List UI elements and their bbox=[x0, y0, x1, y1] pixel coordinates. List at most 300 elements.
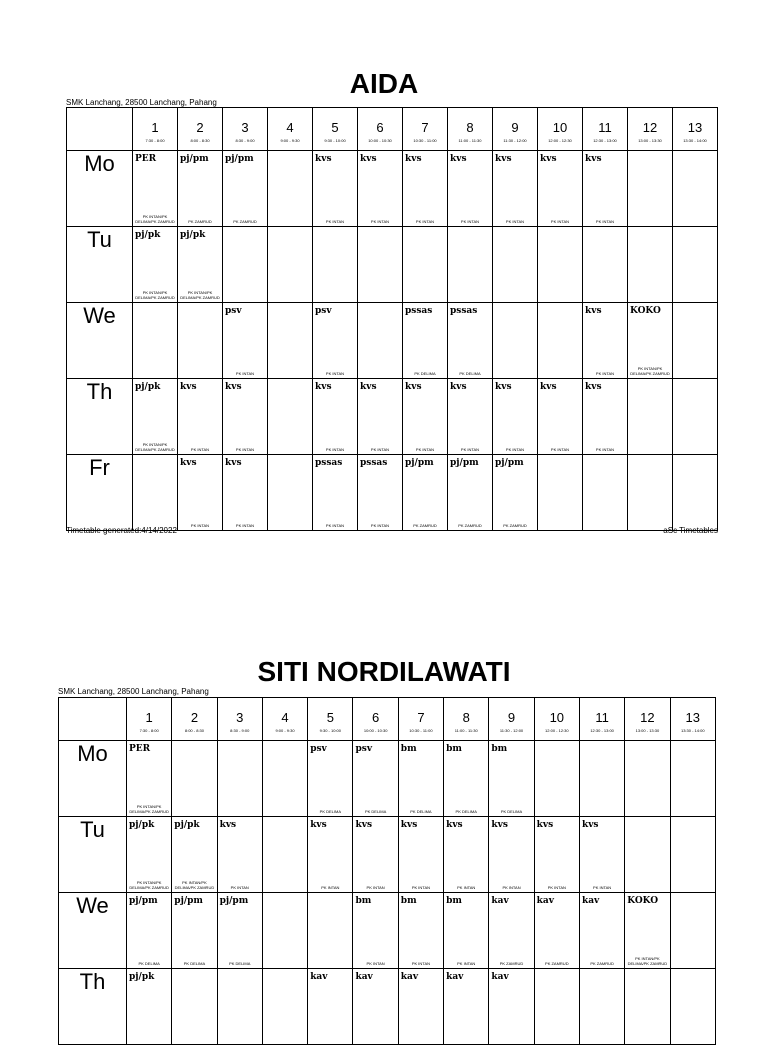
class-name: PK INTAN bbox=[550, 219, 570, 224]
class-name: PK DELIMA bbox=[410, 809, 432, 814]
timetable-grid bbox=[66, 107, 718, 531]
period-time: 11:30 - 12:00 bbox=[503, 138, 527, 143]
period-time: 8:30 - 9:00 bbox=[230, 728, 250, 733]
subject-code: kav bbox=[581, 896, 600, 906]
subject-code: kav bbox=[491, 896, 509, 906]
subject-code: kvs bbox=[495, 154, 512, 164]
period-time: 11:00 - 11:30 bbox=[458, 138, 482, 143]
day-row bbox=[59, 741, 716, 817]
lesson-cell bbox=[448, 151, 493, 227]
subject-code: kvs bbox=[180, 382, 197, 392]
subject-code: kav bbox=[536, 896, 554, 906]
lesson-cell bbox=[358, 455, 403, 531]
lesson-cell bbox=[398, 817, 443, 893]
subject-code: kvs bbox=[581, 820, 599, 830]
period-number: 1 bbox=[145, 710, 153, 725]
class-name: PK INTAN/PK DELIMA/PK ZAMRUD bbox=[129, 880, 169, 890]
subject-code: kvs bbox=[585, 154, 602, 164]
lesson-cell bbox=[223, 303, 268, 379]
lesson-cell bbox=[358, 379, 403, 455]
lesson-cell bbox=[673, 151, 718, 227]
class-name: PK INTAN bbox=[547, 885, 566, 890]
subject-code: pj/pk bbox=[135, 230, 161, 240]
class-name: PK INTAN/PK DELIMA/PK ZAMRUD bbox=[135, 214, 175, 224]
period-time: 10:30 - 11:00 bbox=[413, 138, 437, 143]
lesson-cell bbox=[178, 303, 223, 379]
day-label: Mo bbox=[67, 151, 133, 227]
subject-code: pssas bbox=[405, 306, 433, 316]
day-row bbox=[59, 817, 716, 893]
lesson-cell bbox=[172, 741, 217, 817]
subject-code: pj/pk bbox=[135, 382, 161, 392]
class-name: PK INTAN/PK DELIMA/PK ZAMRUD bbox=[174, 880, 215, 890]
subject-code: kvs bbox=[450, 382, 467, 392]
day-label: Mo bbox=[59, 741, 127, 817]
lesson-cell bbox=[268, 379, 313, 455]
lesson-cell bbox=[493, 379, 538, 455]
class-name: PK DELIMA bbox=[183, 961, 206, 966]
lesson-cell bbox=[628, 151, 673, 227]
class-name: PK INTAN bbox=[190, 447, 210, 452]
lesson-cell bbox=[489, 817, 534, 893]
class-name: PK DELIMA bbox=[414, 371, 436, 376]
lesson-cell bbox=[308, 893, 353, 969]
subject-code: pj/pk bbox=[129, 972, 155, 982]
subject-code: kvs bbox=[450, 154, 467, 164]
period-header bbox=[403, 108, 448, 151]
subject-code: bm bbox=[400, 744, 417, 754]
period-number: 10 bbox=[549, 710, 565, 725]
period-number: 13 bbox=[685, 710, 701, 725]
period-time: 11:30 - 12:00 bbox=[499, 728, 524, 733]
class-name: PK INTAN bbox=[415, 447, 435, 452]
lesson-cell bbox=[628, 455, 673, 531]
subject-code: kvs bbox=[360, 154, 377, 164]
period-time: 13:00 - 13:30 bbox=[635, 728, 660, 733]
period-header bbox=[673, 108, 718, 151]
subject-code: kvs bbox=[446, 820, 463, 830]
period-number: 10 bbox=[552, 120, 568, 135]
lesson-cell bbox=[358, 151, 403, 227]
period-number: 9 bbox=[511, 120, 519, 135]
school-address: SMK Lanchang, 28500 Lanchang, Pahang bbox=[66, 98, 217, 107]
subject-code: kvs bbox=[225, 382, 242, 392]
lesson-cell bbox=[448, 227, 493, 303]
period-time: 8:00 - 8:30 bbox=[190, 138, 210, 143]
lesson-cell bbox=[579, 817, 624, 893]
lesson-cell bbox=[353, 893, 398, 969]
lesson-cell bbox=[268, 455, 313, 531]
period-header bbox=[353, 698, 398, 741]
period-header bbox=[628, 108, 673, 151]
lesson-cell bbox=[217, 741, 262, 817]
period-time: 8:00 - 8:30 bbox=[184, 728, 204, 733]
lesson-cell bbox=[670, 741, 715, 817]
subject-code: psv bbox=[310, 744, 327, 754]
subject-code: psv bbox=[315, 306, 332, 316]
day-label: We bbox=[67, 303, 133, 379]
class-name: PK ZAMRUD bbox=[233, 219, 257, 224]
period-time: 11:00 - 11:30 bbox=[454, 728, 478, 733]
lesson-cell bbox=[217, 817, 262, 893]
class-name: PK INTAN/PK DELIMA/PK ZAMRUD bbox=[129, 804, 169, 814]
subject-code: pj/pm bbox=[405, 458, 434, 468]
period-header bbox=[268, 108, 313, 151]
lesson-cell bbox=[313, 151, 358, 227]
lesson-cell bbox=[579, 741, 624, 817]
lesson-cell bbox=[448, 455, 493, 531]
subject-code: kvs bbox=[355, 820, 373, 830]
period-number: 8 bbox=[462, 710, 470, 725]
period-header bbox=[670, 698, 715, 741]
subject-code: kvs bbox=[536, 820, 554, 830]
lesson-cell bbox=[489, 969, 534, 1045]
subject-code: bm bbox=[355, 896, 372, 906]
lesson-cell bbox=[223, 379, 268, 455]
lesson-cell bbox=[262, 817, 307, 893]
lesson-cell bbox=[178, 151, 223, 227]
period-header bbox=[313, 108, 358, 151]
lesson-cell bbox=[353, 817, 398, 893]
subject-code: PER bbox=[129, 744, 151, 754]
class-name: PK INTAN bbox=[370, 523, 390, 528]
subject-code: kvs bbox=[540, 154, 557, 164]
class-name: PK ZAMRUD bbox=[503, 523, 527, 528]
class-name: PK INTAN bbox=[595, 219, 615, 224]
lesson-cell bbox=[308, 817, 353, 893]
lesson-cell bbox=[172, 893, 217, 969]
subject-code: pj/pm bbox=[174, 896, 203, 906]
day-label: Tu bbox=[67, 227, 133, 303]
class-name: PK INTAN bbox=[502, 885, 521, 890]
lesson-cell bbox=[313, 303, 358, 379]
lesson-cell bbox=[398, 969, 443, 1045]
lesson-cell bbox=[579, 969, 624, 1045]
lesson-cell bbox=[358, 227, 403, 303]
subject-code: KOKO bbox=[627, 896, 659, 906]
period-number: 2 bbox=[190, 710, 199, 725]
subject-code: psv bbox=[225, 306, 242, 316]
day-row bbox=[67, 151, 718, 227]
lesson-cell bbox=[625, 969, 670, 1045]
subject-code: kvs bbox=[219, 820, 237, 830]
lesson-cell bbox=[583, 151, 628, 227]
period-number: 6 bbox=[376, 120, 384, 135]
class-name: PK INTAN bbox=[325, 523, 345, 528]
lesson-cell bbox=[670, 817, 715, 893]
subject-code: kvs bbox=[310, 820, 327, 830]
period-number: 5 bbox=[331, 120, 339, 135]
lesson-cell bbox=[625, 741, 670, 817]
lesson-cell bbox=[313, 227, 358, 303]
lesson-cell bbox=[268, 227, 313, 303]
period-number: 4 bbox=[286, 120, 294, 135]
period-header bbox=[493, 108, 538, 151]
class-name: PK INTAN bbox=[415, 219, 435, 224]
day-row bbox=[67, 227, 718, 303]
class-name: PK DELIMA bbox=[319, 809, 341, 814]
period-time: 13:30 - 14:00 bbox=[683, 138, 707, 143]
class-name: PK ZAMRUD bbox=[458, 523, 482, 528]
subject-code: PER bbox=[135, 154, 157, 164]
subject-code: pj/pm bbox=[180, 154, 209, 164]
class-name: PK INTAN bbox=[505, 447, 525, 452]
lesson-cell bbox=[673, 455, 718, 531]
brand-label: aSc Timetables bbox=[663, 526, 718, 535]
lesson-cell bbox=[534, 893, 579, 969]
class-name: PK DELIMA bbox=[364, 809, 387, 814]
lesson-cell bbox=[444, 969, 489, 1045]
lesson-cell bbox=[178, 379, 223, 455]
period-header bbox=[489, 698, 534, 741]
lesson-cell bbox=[534, 741, 579, 817]
class-name: PK DELIMA bbox=[229, 961, 251, 966]
lesson-cell bbox=[493, 151, 538, 227]
period-header bbox=[583, 108, 628, 151]
generated-date: Timetable generated:4/14/2022 bbox=[66, 526, 177, 535]
timetable-title: AIDA bbox=[349, 68, 419, 99]
day-row bbox=[59, 893, 716, 969]
lesson-cell bbox=[268, 151, 313, 227]
period-time: 12:00 - 12:30 bbox=[548, 138, 572, 143]
lesson-cell bbox=[670, 969, 715, 1045]
lesson-cell bbox=[223, 455, 268, 531]
lesson-cell bbox=[178, 455, 223, 531]
subject-code: bm bbox=[446, 896, 462, 906]
lesson-cell bbox=[313, 379, 358, 455]
class-name: PK INTAN bbox=[411, 885, 430, 890]
period-number: 12 bbox=[640, 710, 655, 725]
lesson-cell bbox=[493, 227, 538, 303]
class-name: PK INTAN/PK DELIMA/PK ZAMRUD bbox=[627, 956, 668, 966]
class-name: PK INTAN bbox=[370, 219, 390, 224]
class-name: PK INTAN bbox=[370, 447, 390, 452]
subject-code: kvs bbox=[360, 382, 377, 392]
class-name: PK INTAN bbox=[595, 371, 615, 376]
lesson-cell bbox=[583, 379, 628, 455]
lesson-cell bbox=[583, 455, 628, 531]
lesson-cell bbox=[172, 817, 217, 893]
lesson-cell bbox=[538, 151, 583, 227]
period-number: 9 bbox=[507, 710, 516, 725]
lesson-cell bbox=[403, 151, 448, 227]
lesson-cell bbox=[625, 893, 670, 969]
class-name: PK INTAN bbox=[230, 885, 249, 890]
period-header bbox=[308, 698, 353, 741]
lesson-cell bbox=[628, 379, 673, 455]
lesson-cell bbox=[534, 969, 579, 1045]
subject-code: pssas bbox=[450, 306, 478, 316]
day-row bbox=[67, 303, 718, 379]
lesson-cell bbox=[217, 893, 262, 969]
lesson-cell bbox=[268, 303, 313, 379]
lesson-cell bbox=[583, 227, 628, 303]
lesson-cell bbox=[353, 741, 398, 817]
lesson-cell bbox=[403, 227, 448, 303]
period-header bbox=[127, 698, 172, 741]
class-name: PK INTAN/PK DELIMA/PK ZAMRUD bbox=[180, 290, 220, 300]
lesson-cell bbox=[493, 455, 538, 531]
class-name: PK ZAMRUD bbox=[499, 961, 524, 966]
lesson-cell bbox=[625, 817, 670, 893]
period-number: 11 bbox=[595, 710, 609, 725]
lesson-cell bbox=[133, 379, 178, 455]
period-time: 9:00 - 9:30 bbox=[275, 728, 295, 733]
subject-code: kvs bbox=[491, 820, 508, 830]
lesson-cell bbox=[398, 741, 443, 817]
period-header bbox=[534, 698, 579, 741]
subject-code: kvs bbox=[540, 382, 557, 392]
period-time: 10:00 - 10:30 bbox=[363, 728, 388, 733]
timetable-title: SITI NORDILAWATI bbox=[257, 656, 511, 687]
class-name: PK INTAN bbox=[325, 219, 345, 224]
period-header bbox=[579, 698, 624, 741]
lesson-cell bbox=[493, 303, 538, 379]
subject-code: pj/pk bbox=[180, 230, 206, 240]
lesson-cell bbox=[313, 455, 358, 531]
lesson-cell bbox=[628, 227, 673, 303]
period-header bbox=[538, 108, 583, 151]
subject-code: pj/pm bbox=[495, 458, 524, 468]
class-name: PK INTAN bbox=[325, 371, 345, 376]
class-name: PK ZAMRUD bbox=[590, 961, 614, 966]
lesson-cell bbox=[403, 303, 448, 379]
class-name: PK INTAN bbox=[366, 961, 385, 966]
period-number: 1 bbox=[151, 120, 159, 135]
period-header bbox=[398, 698, 443, 741]
timetable-aida bbox=[0, 60, 768, 540]
period-number: 12 bbox=[642, 120, 658, 135]
subject-code: kvs bbox=[400, 820, 418, 830]
lesson-cell bbox=[133, 151, 178, 227]
period-header bbox=[625, 698, 670, 741]
corner-cell bbox=[67, 108, 133, 151]
lesson-cell bbox=[448, 303, 493, 379]
lesson-cell bbox=[127, 741, 172, 817]
lesson-cell bbox=[489, 893, 534, 969]
period-number: 8 bbox=[466, 120, 474, 135]
lesson-cell bbox=[127, 817, 172, 893]
lesson-cell bbox=[534, 817, 579, 893]
lesson-cell bbox=[133, 227, 178, 303]
lesson-cell bbox=[217, 969, 262, 1045]
subject-code: kvs bbox=[180, 458, 197, 468]
day-label: Fr bbox=[67, 455, 133, 531]
subject-code: kvs bbox=[315, 382, 332, 392]
day-label: Tu bbox=[59, 817, 127, 893]
class-name: PK DELIMA bbox=[455, 809, 477, 814]
timetable-grid bbox=[58, 697, 716, 1045]
period-number: 11 bbox=[598, 120, 612, 135]
class-name: PK INTAN bbox=[235, 447, 255, 452]
period-number: 2 bbox=[196, 120, 204, 135]
subject-code: kvs bbox=[495, 382, 512, 392]
lesson-cell bbox=[538, 455, 583, 531]
class-name: PK INTAN bbox=[457, 961, 476, 966]
period-number: 5 bbox=[326, 710, 334, 725]
day-row bbox=[67, 379, 718, 455]
day-label: Th bbox=[59, 969, 127, 1045]
class-name: PK INTAN/PK DELIMA/PK ZAMRUD bbox=[135, 290, 175, 300]
period-time: 10:00 - 10:30 bbox=[368, 138, 392, 143]
class-name: PK ZAMRUD bbox=[188, 219, 212, 224]
period-number: 13 bbox=[687, 120, 703, 135]
lesson-cell bbox=[127, 969, 172, 1045]
school-address: SMK Lanchang, 28500 Lanchang, Pahang bbox=[58, 687, 209, 696]
period-header bbox=[178, 108, 223, 151]
lesson-cell bbox=[262, 969, 307, 1045]
subject-code: pj/pm bbox=[225, 154, 254, 164]
day-label: We bbox=[59, 893, 127, 969]
lesson-cell bbox=[133, 455, 178, 531]
subject-code: kvs bbox=[405, 382, 422, 392]
period-header bbox=[223, 108, 268, 151]
class-name: PK INTAN bbox=[457, 885, 476, 890]
class-name: PK INTAN bbox=[321, 885, 340, 890]
lesson-cell bbox=[127, 893, 172, 969]
class-name: PK INTAN/PK DELIMA/PK ZAMRUD bbox=[630, 366, 670, 376]
subject-code: psv bbox=[355, 744, 373, 754]
lesson-cell bbox=[308, 969, 353, 1045]
class-name: PK INTAN bbox=[595, 447, 615, 452]
subject-code: kav bbox=[491, 972, 509, 982]
period-time: 12:30 - 13:00 bbox=[593, 138, 617, 143]
subject-code: kav bbox=[400, 972, 419, 982]
lesson-cell bbox=[489, 741, 534, 817]
period-header bbox=[172, 698, 217, 741]
lesson-cell bbox=[403, 379, 448, 455]
lesson-cell bbox=[448, 379, 493, 455]
period-header bbox=[133, 108, 178, 151]
subject-code: bm bbox=[491, 744, 508, 754]
lesson-cell bbox=[223, 151, 268, 227]
lesson-cell bbox=[673, 303, 718, 379]
class-name: PK INTAN bbox=[550, 447, 570, 452]
subject-code: pj/pk bbox=[129, 820, 155, 830]
class-name: PK INTAN bbox=[235, 523, 255, 528]
period-header bbox=[358, 108, 403, 151]
lesson-cell bbox=[583, 303, 628, 379]
lesson-cell bbox=[673, 227, 718, 303]
class-name: PK INTAN bbox=[235, 371, 255, 376]
period-header bbox=[262, 698, 307, 741]
subject-code: kav bbox=[446, 972, 464, 982]
subject-code: pj/pm bbox=[219, 896, 249, 906]
lesson-cell bbox=[670, 893, 715, 969]
lesson-cell bbox=[403, 455, 448, 531]
period-number: 3 bbox=[236, 710, 244, 725]
lesson-cell bbox=[133, 303, 178, 379]
lesson-cell bbox=[579, 893, 624, 969]
period-time: 12:00 - 12:30 bbox=[545, 728, 569, 733]
lesson-cell bbox=[538, 303, 583, 379]
class-name: PK INTAN bbox=[460, 447, 480, 452]
class-name: PK INTAN bbox=[593, 885, 612, 890]
period-time: 9:30 - 10:00 bbox=[324, 138, 346, 143]
lesson-cell bbox=[262, 893, 307, 969]
class-name: PK INTAN bbox=[460, 219, 480, 224]
lesson-cell bbox=[628, 303, 673, 379]
lesson-cell bbox=[444, 817, 489, 893]
period-time: 13:00 - 13:30 bbox=[638, 138, 662, 143]
class-name: PK ZAMRUD bbox=[545, 961, 569, 966]
period-number: 3 bbox=[241, 120, 249, 135]
period-time: 7:30 - 8:00 bbox=[145, 138, 165, 143]
subject-code: pssas bbox=[360, 458, 388, 468]
class-name: PK DELIMA bbox=[500, 809, 523, 814]
period-number: 4 bbox=[281, 710, 289, 725]
lesson-cell bbox=[358, 303, 403, 379]
